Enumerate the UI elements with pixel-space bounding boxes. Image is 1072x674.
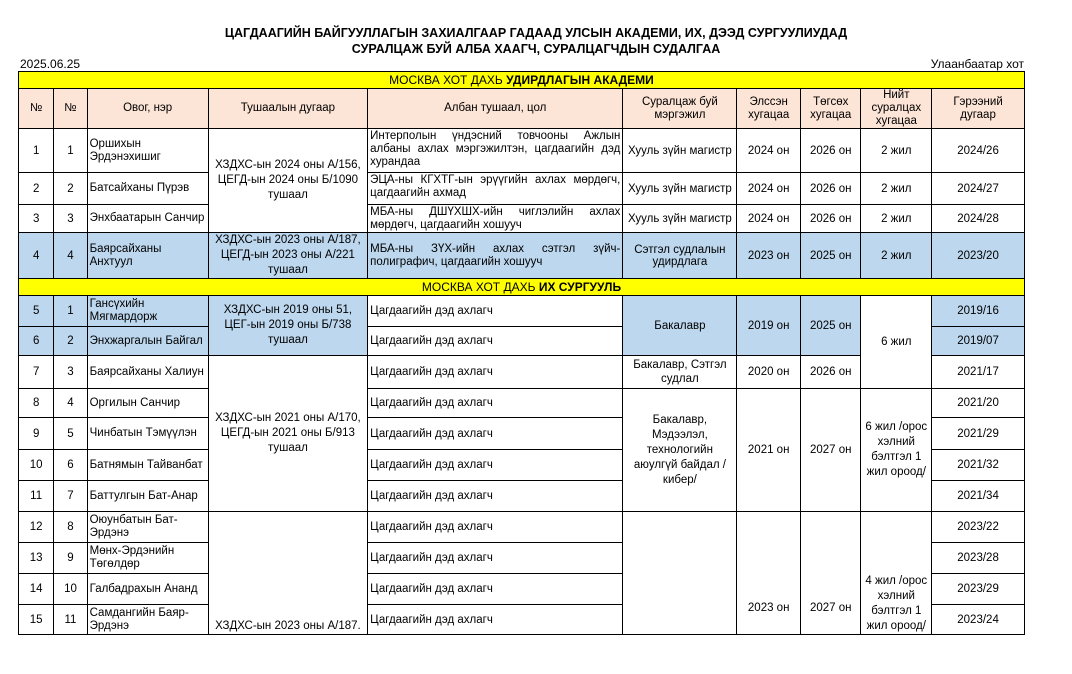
major: Бакалавр, Сэтгэл судлал [623, 356, 737, 389]
table-row [19, 296, 1025, 327]
end-year: 2027 он [800, 389, 861, 512]
contract-number: 2019/16 [932, 296, 1025, 327]
position-rank: Цагдаагийн дэд ахлагч [368, 543, 623, 574]
row-index: 1 [19, 129, 54, 173]
row-subindex: 3 [54, 205, 87, 233]
contract-number: 2024/27 [932, 173, 1025, 205]
row-subindex: 2 [54, 173, 87, 205]
row-index: 15 [19, 605, 54, 635]
row-index: 11 [19, 481, 54, 512]
student-name: Мөнх-Эрдэнийн Төгөлдөр [87, 543, 208, 574]
col-header: Суралцаж буй мэргэжил [623, 89, 737, 129]
table-header-row [19, 89, 1025, 129]
position-rank: ЭЦА-ны КГХТГ-ын эрүүгийн ахлах мөрдөгч, цагдаагийн ахмад [368, 173, 623, 205]
end-year: 2026 он [800, 173, 861, 205]
col-header: Тушаалын дугаар [208, 89, 367, 129]
end-year: 2025 он [800, 296, 861, 356]
col-header: № [54, 89, 87, 129]
duration: 4 жил /орос хэлний бэлтгэл 1 жил ороод/ [861, 512, 932, 635]
row-subindex: 9 [54, 543, 87, 574]
row-subindex: 2 [54, 327, 87, 356]
start-year: 2023 он [737, 512, 801, 635]
student-name: Баттулгын Бат-Анар [87, 481, 208, 512]
row-index: 4 [19, 233, 54, 279]
duration: 2 жил [861, 233, 932, 279]
end-year: 2027 он [800, 512, 861, 635]
student-name: Батнямын Тайванбат [87, 450, 208, 481]
student-name: Гансүхийн Мягмардорж [87, 296, 208, 327]
table-row [19, 233, 1025, 279]
table-row [19, 205, 1025, 233]
student-name: Баярсайханы Анхтуул [87, 233, 208, 279]
table-row [19, 389, 1025, 418]
student-name: Оюунбатын Бат-Эрдэнэ [87, 512, 208, 543]
position-rank: Цагдаагийн дэд ахлагч [368, 356, 623, 389]
order-number: ХЗДХС-ын 2023 оны А/187, ЦЕГД-ын 2023 оны А/221 тушаал [208, 233, 367, 279]
student-name: Галбадрахын Ананд [87, 574, 208, 605]
row-subindex: 1 [54, 296, 87, 327]
section-university-row [19, 279, 1025, 296]
contract-number: 2024/28 [932, 205, 1025, 233]
position-rank: Цагдаагийн дэд ахлагч [368, 512, 623, 543]
major: Бакалавр [623, 296, 737, 356]
row-subindex: 1 [54, 129, 87, 173]
row-subindex: 4 [54, 389, 87, 418]
contract-number: 2021/32 [932, 450, 1025, 481]
table-row [19, 129, 1025, 173]
contract-number: 2021/17 [932, 356, 1025, 389]
contract-number: 2021/29 [932, 418, 1025, 450]
document-title-line1: ЦАГДААГИЙН БАЙГУУЛЛАГЫН ЗАХИАЛГААР ГАДААД УЛСЫН АКАДЕМИ, ИХ, ДЭЭД СУРГУУЛИУДАД [224, 26, 848, 40]
student-name: Баярсайханы Халиун [87, 356, 208, 389]
major: Бакалавр, Мэдээлэл, технологийн аюулгүй байдал /кибер/ [623, 389, 737, 512]
position-rank: Цагдаагийн дэд ахлагч [368, 450, 623, 481]
duration: 2 жил [861, 205, 932, 233]
major: Хууль зүйн магистр [623, 205, 737, 233]
row-subindex: 10 [54, 574, 87, 605]
contract-number: 2023/28 [932, 543, 1025, 574]
document-city: Улаанбаатар хот [930, 57, 1024, 71]
start-year: 2024 он [737, 129, 801, 173]
major: Хууль зүйн магистр [623, 129, 737, 173]
row-index: 5 [19, 296, 54, 327]
duration: 2 жил [861, 173, 932, 205]
row-index: 6 [19, 327, 54, 356]
section-academy-title: МОСКВА ХОТ ДАХЬ УДИРДЛАГЫН АКАДЕМИ [19, 72, 1025, 89]
contract-number: 2023/20 [932, 233, 1025, 279]
position-rank: Цагдаагийн дэд ахлагч [368, 389, 623, 418]
start-year: 2024 он [737, 205, 801, 233]
major-empty [623, 512, 737, 635]
position-rank: МБА-ны ЗҮХ-ийн ахлах сэтгэл зүйч-полиграфич, цагдаагийн хошууч [368, 233, 623, 279]
start-year: 2023 он [737, 233, 801, 279]
student-name: Чинбатын Тэмүүлэн [87, 418, 208, 450]
row-subindex: 3 [54, 356, 87, 389]
position-rank: Цагдаагийн дэд ахлагч [368, 418, 623, 450]
section-academy-row [19, 72, 1025, 89]
position-rank: Цагдаагийн дэд ахлагч [368, 605, 623, 635]
table-row [19, 512, 1025, 543]
row-index: 13 [19, 543, 54, 574]
section-university-title: МОСКВА ХОТ ДАХЬ ИХ СУРГУУЛЬ [19, 279, 1025, 296]
row-subindex: 8 [54, 512, 87, 543]
duration: 6 жил [861, 296, 932, 389]
contract-number: 2023/24 [932, 605, 1025, 635]
document-title-line2: СУРАЛЦАЖ БУЙ АЛБА ХААГЧ, СУРАЛЦАГЧДЫН СУДАЛГАА [351, 42, 721, 56]
row-subindex: 6 [54, 450, 87, 481]
major: Сэтгэл судлалын удирдлага [623, 233, 737, 279]
col-header: Овог, нэр [87, 89, 208, 129]
start-year: 2024 он [737, 173, 801, 205]
col-header: Төгсөх хугацаа [800, 89, 861, 129]
row-index: 12 [19, 512, 54, 543]
position-rank: Интерполын үндэсний товчооны Ажлын албаны ахлах мэргэжилтэн, цагдаагийн дэд хурандаа [368, 129, 623, 173]
col-header: Нийт суралцах хугацаа [861, 89, 932, 129]
row-subindex: 4 [54, 233, 87, 279]
col-header: Албан тушаал, цол [368, 89, 623, 129]
end-year: 2025 он [800, 233, 861, 279]
student-name: Батсайханы Пүрэв [87, 173, 208, 205]
row-index: 14 [19, 574, 54, 605]
row-subindex: 11 [54, 605, 87, 635]
row-index: 2 [19, 173, 54, 205]
order-number: ХЗДХС-ын 2021 оны А/170, ЦЕГД-ын 2021 оны Б/913 тушаал [208, 356, 367, 512]
student-name: Оршихын Эрдэнэхишиг [87, 129, 208, 173]
col-header: Гэрээний дугаар [932, 89, 1025, 129]
contract-number: 2021/34 [932, 481, 1025, 512]
end-year: 2026 он [800, 356, 861, 389]
contract-number: 2024/26 [932, 129, 1025, 173]
row-index: 3 [19, 205, 54, 233]
order-number: ХЗДХС-ын 2024 оны А/156, ЦЕГД-ын 2024 оны Б/1090 тушаал [208, 129, 367, 233]
start-year: 2019 он [737, 296, 801, 356]
position-rank: Цагдаагийн дэд ахлагч [368, 296, 623, 327]
student-name: Самдангийн Баяр-Эрдэнэ [87, 605, 208, 635]
duration: 2 жил [861, 129, 932, 173]
contract-number: 2023/29 [932, 574, 1025, 605]
major: Хууль зүйн магистр [623, 173, 737, 205]
row-subindex: 7 [54, 481, 87, 512]
col-header: № [19, 89, 54, 129]
order-number: ХЗДХС-ын 2023 оны А/187. [208, 512, 367, 635]
col-header: Элссэн хугацаа [737, 89, 801, 129]
start-year: 2020 он [737, 356, 801, 389]
row-subindex: 5 [54, 418, 87, 450]
student-name: Энхжаргалын Байгал [87, 327, 208, 356]
document-date: 2025.06.25 [20, 57, 81, 71]
students-table [18, 71, 1025, 635]
position-rank: Цагдаагийн дэд ахлагч [368, 481, 623, 512]
row-index: 9 [19, 418, 54, 450]
contract-number: 2023/22 [932, 512, 1025, 543]
student-name: Оргилын Санчир [87, 389, 208, 418]
student-name: Энхбаатарын Санчир [87, 205, 208, 233]
contract-number: 2019/07 [932, 327, 1025, 356]
end-year: 2026 он [800, 205, 861, 233]
contract-number: 2021/20 [932, 389, 1025, 418]
row-index: 10 [19, 450, 54, 481]
table-row [19, 173, 1025, 205]
duration: 6 жил /орос хэлний бэлтгэл 1 жил ороод/ [861, 389, 932, 512]
end-year: 2026 он [800, 129, 861, 173]
start-year: 2021 он [737, 389, 801, 512]
row-index: 7 [19, 356, 54, 389]
order-number: ХЗДХС-ын 2019 оны 51, ЦЕГ-ын 2019 оны Б/738 тушаал [208, 296, 367, 356]
position-rank: Цагдаагийн дэд ахлагч [368, 574, 623, 605]
position-rank: Цагдаагийн дэд ахлагч [368, 327, 623, 356]
position-rank: МБА-ны ДШҮХШХ-ийн чиглэлийн ахлах мөрдөгч, цагдаагийн хошууч [368, 205, 623, 233]
row-index: 8 [19, 389, 54, 418]
